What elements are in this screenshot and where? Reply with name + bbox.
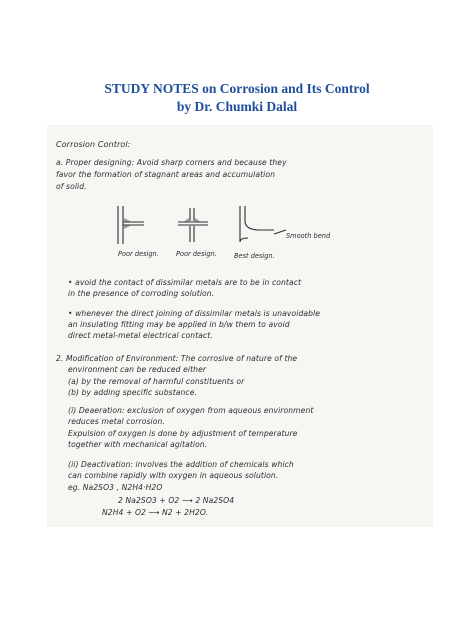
note-line: a. Proper designing: Avoid sharp corners and because they <box>56 158 287 167</box>
notes-heading: Corrosion Control: <box>56 140 131 149</box>
note-line: Expulsion of oxygen is done by adjustment of temperature <box>68 429 298 438</box>
poor-design-caption: Poor design. <box>118 250 159 258</box>
best-design-caption: Best design. <box>234 252 275 260</box>
note-line: (ii) Deactivation: involves the addition of chemicals which <box>68 460 294 469</box>
note-line: of solid. <box>56 182 87 191</box>
handwritten-notes-sheet <box>48 126 432 526</box>
note-line: (a) by the removal of harmful constituents or <box>68 377 245 386</box>
note-line: • avoid the contact of dissimilar metals are to be in contact <box>68 278 302 287</box>
note-line: in the presence of corroding solution. <box>68 289 215 298</box>
title-line-1: STUDY NOTES on Corrosion and Its Control <box>104 81 370 96</box>
note-line: can combine rapidly with oxygen in aqueous solution. <box>68 471 279 480</box>
reaction-equation: 2 Na2SO3 + O2 ⟶ 2 Na2SO4 <box>118 496 235 505</box>
design-diagrams <box>48 126 432 266</box>
note-line: eg. Na2SO3 , N2H4·H2O <box>68 483 163 492</box>
page-title <box>0 80 474 116</box>
title-line-2: by Dr. Chumki Dalal <box>176 99 298 114</box>
note-line: 2. Modification of Environment: The corrosive of nature of the <box>56 354 298 363</box>
note-line: reduces metal corrosion. <box>68 417 165 426</box>
poor-design-caption: Poor design. <box>176 250 217 258</box>
note-line: together with mechanical agitation. <box>68 440 208 449</box>
note-line: favor the formation of stagnant areas and accumulation <box>56 170 276 179</box>
note-line: (b) by adding specific substance. <box>68 388 197 397</box>
smooth-bend-label: Smooth bend <box>286 232 331 240</box>
note-line: environment can be reduced either <box>68 365 207 374</box>
reaction-equation: N2H4 + O2 ⟶ N2 + 2H2O. <box>102 508 209 517</box>
note-line: an insulating fitting may be applied in b/w them to avoid <box>68 320 290 329</box>
note-line: • whenever the direct joining of dissimilar metals is unavoidable <box>68 309 321 318</box>
note-line: direct metal-metal electrical contact. <box>68 331 213 340</box>
note-line: (i) Deaeration: exclusion of oxygen from aqueous environment <box>68 406 314 415</box>
